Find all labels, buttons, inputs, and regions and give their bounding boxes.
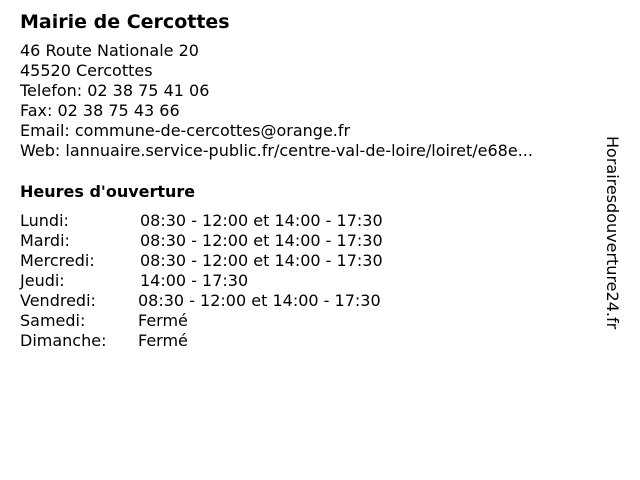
hours-row-friday (20, 291, 610, 311)
web-label: Web: (20, 141, 61, 160)
hours-day: Dimanche: (20, 331, 107, 350)
phone-line: Telefon: 02 38 75 41 06 (20, 81, 210, 100)
fax-line: Fax: 02 38 75 43 66 (20, 101, 180, 120)
hours-heading: Heures d'ouverture (20, 182, 196, 201)
hours-day: Mardi: (20, 231, 70, 250)
site-watermark: Horairesdouverture24.fr (603, 136, 622, 330)
hours-time: Fermé (138, 331, 188, 350)
hours-row-wednesday (20, 251, 610, 271)
hours-row-thursday (20, 271, 610, 291)
hours-row-monday (20, 211, 610, 231)
email-label: Email: (20, 121, 70, 140)
hours-row-tuesday (20, 231, 610, 251)
website-link[interactable]: lannuaire.service-public.fr/centre-val-de-loire/loiret/e68e... (65, 141, 533, 160)
hours-time: 08:30 - 12:00 et 14:00 - 17:30 (138, 291, 381, 310)
address-street: 46 Route Nationale 20 (20, 41, 199, 60)
page-title: Mairie de Cercottes (20, 11, 230, 33)
email-line (20, 121, 610, 141)
hours-time: Fermé (138, 311, 188, 330)
hours-time: 08:30 - 12:00 et 14:00 - 17:30 (140, 231, 383, 250)
hours-day: Vendredi: (20, 291, 96, 310)
hours-time: 08:30 - 12:00 et 14:00 - 17:30 (140, 211, 383, 230)
web-line (20, 141, 590, 161)
hours-day: Jeudi: (20, 271, 65, 290)
hours-day: Lundi: (20, 211, 69, 230)
email-link[interactable]: commune-de-cercottes@orange.fr (74, 121, 351, 140)
business-card (20, 9, 610, 351)
hours-row-saturday (20, 311, 610, 331)
address-city: 45520 Cercottes (20, 61, 153, 80)
hours-day: Mercredi: (20, 251, 95, 270)
opening-hours-table (20, 211, 610, 351)
hours-time: 08:30 - 12:00 et 14:00 - 17:30 (140, 251, 383, 270)
hours-time: 14:00 - 17:30 (140, 271, 249, 290)
hours-day: Samedi: (20, 311, 86, 330)
hours-row-sunday (20, 331, 610, 351)
